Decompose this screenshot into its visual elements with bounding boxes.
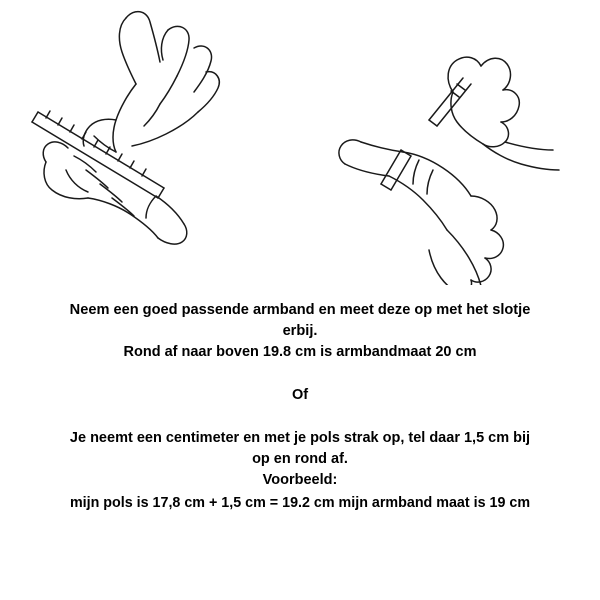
example-calculation: mijn pols is 17,8 cm + 1,5 cm = 19.2 cm mijn armband maat is 19 cm (69, 495, 531, 512)
instruction-or: Of (291, 387, 309, 404)
instructions-block (0, 300, 600, 514)
illustration-row (0, 0, 600, 285)
instruction-line-3b: op en rond af. (252, 451, 348, 468)
measure-with-existing-bracelet (8, 0, 293, 285)
instruction-line-3: Je neemt een centimeter en met je pols strak op, tel daar 1,5 cm bij (69, 430, 531, 447)
instruction-line-1b: erbij. (282, 323, 318, 340)
instruction-line-2: Rond af naar boven 19.8 cm is armbandmaat 20 cm (123, 344, 477, 361)
instruction-line-1: Neem een goed passende armband en meet deze op met het slotje (69, 302, 531, 318)
measure-wrist-with-tape (305, 0, 590, 285)
example-label: Voorbeeld: (262, 472, 338, 489)
